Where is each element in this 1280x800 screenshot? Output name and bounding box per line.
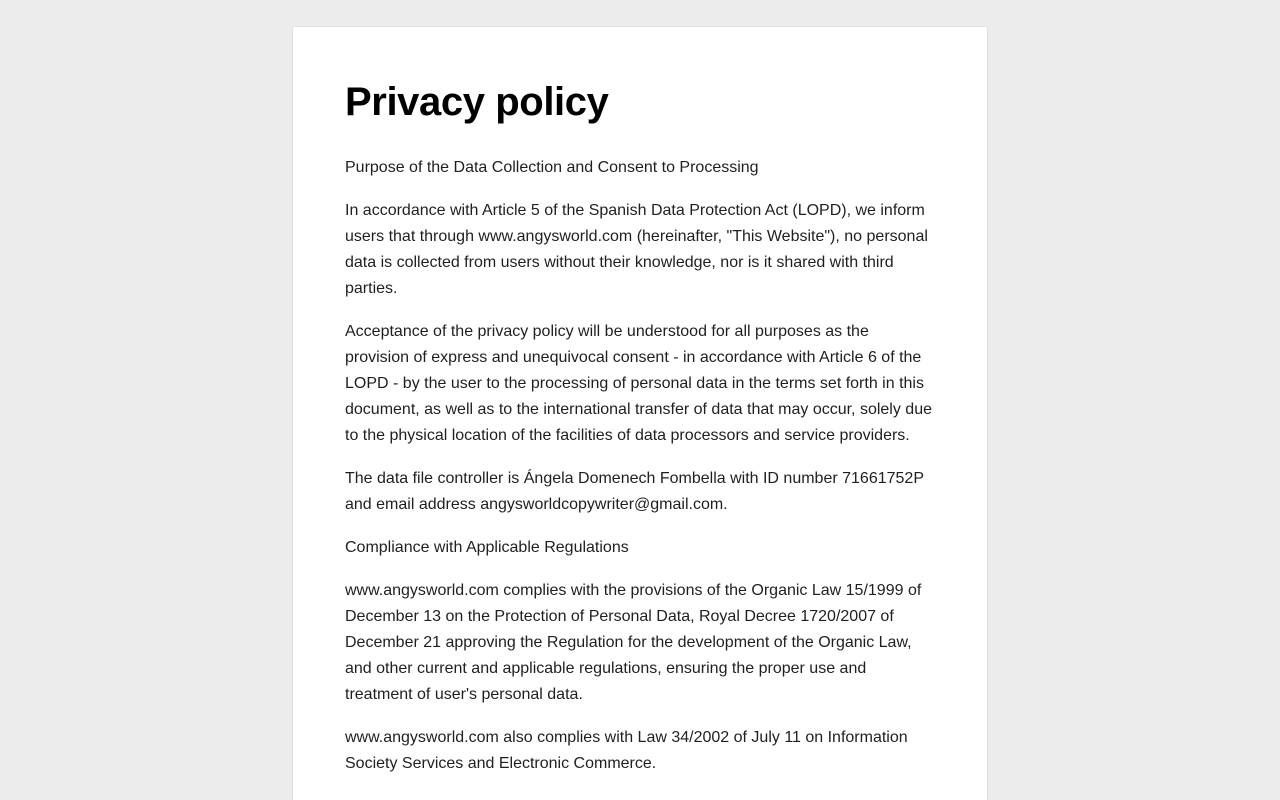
section-heading-compliance: Compliance with Applicable Regulations (345, 539, 629, 556)
section-heading-purpose: Purpose of the Data Collection and Consent to Processing (345, 159, 759, 176)
paragraph-organic-law-compliance: www.angysworld.com complies with the provisions of the Organic Law 15/1999 of December 13 on the Protection of Personal Data, Royal Decree 1720/2007 of December 21 approving the Regulation for the development of the Organic Law, and other current and applicable regulations, ensuring the proper use and treatment of user's personal data. (345, 582, 922, 703)
document-content (293, 27, 987, 800)
document-page (293, 27, 987, 800)
page-title: Privacy policy (345, 80, 609, 124)
paragraph-lopd-article-5: In accordance with Article 5 of the Spanish Data Protection Act (LOPD), we inform users that through www.angysworld.com (hereinafter, "This Website"), no personal data is collected from users without their knowledge, nor is it shared with third parties. (345, 202, 928, 297)
paragraph-acceptance-consent: Acceptance of the privacy policy will be understood for all purposes as the provision of express and unequivocal consent - in accordance with Article 6 of the LOPD - by the user to the processing of personal data in the terms set forth in this document, as well as to the international transfer of data that may occur, solely due to the physical location of the facilities of data processors and service providers. (345, 323, 932, 444)
paragraph-data-controller: The data file controller is Ángela Domenech Fombella with ID number 71661752P and email address angysworldcopywriter@gmail.com. (345, 470, 924, 513)
paragraph-lssi-compliance: www.angysworld.com also complies with Law 34/2002 of July 11 on Information Society Services and Electronic Commerce. (345, 729, 908, 772)
